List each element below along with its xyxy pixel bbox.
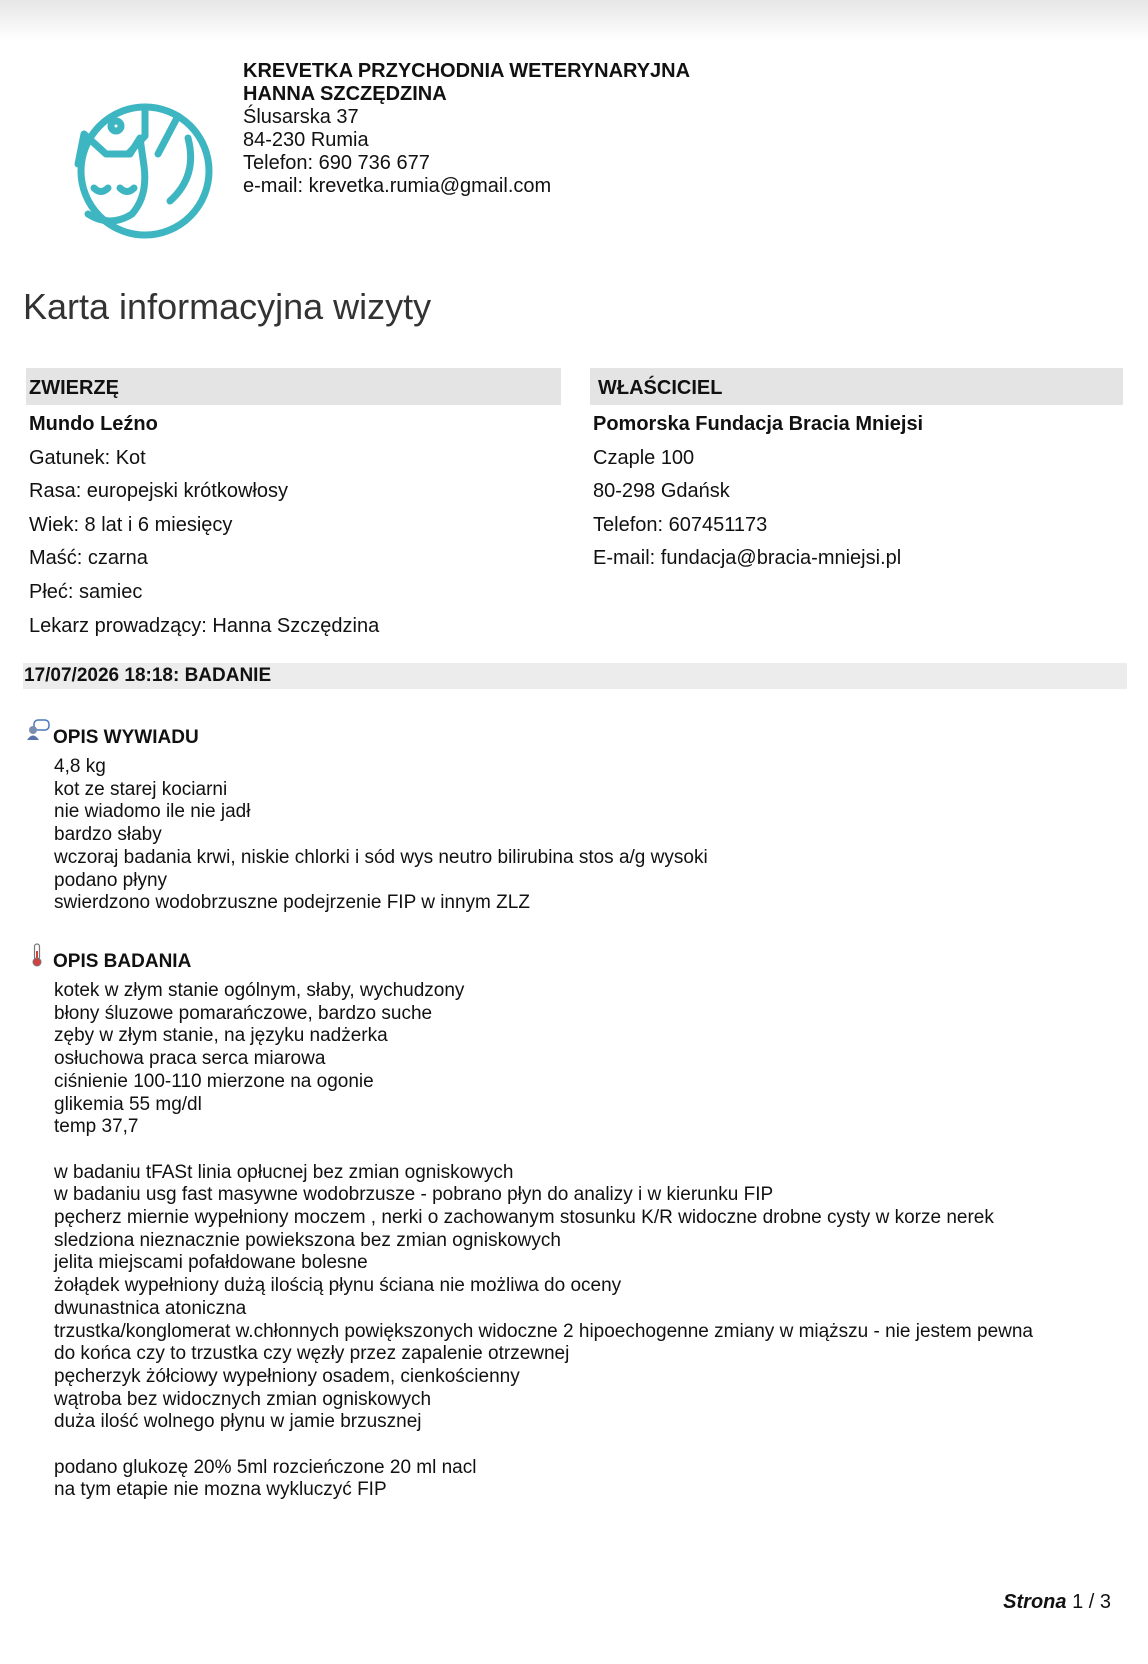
- exam-lines: [54, 980, 1033, 1502]
- exam-line: osłuchowa praca serca miarowa: [54, 1048, 326, 1070]
- owner-city: 80-298 Gdańsk: [593, 480, 730, 503]
- animal-color: Maść: czarna: [29, 547, 148, 570]
- clinic-info: [243, 60, 690, 198]
- interview-icon: [25, 719, 51, 741]
- visit-header: 17/07/2026 18:18: BADANIE: [23, 663, 1127, 689]
- thermometer-icon: [31, 943, 43, 967]
- page-footer: [1003, 1591, 1111, 1614]
- clinic-owner-name: HANNA SZCZĘDZINA: [243, 83, 447, 105]
- animal-panel: [26, 368, 561, 643]
- owner-heading: WŁAŚCICIEL: [590, 368, 1123, 405]
- clinic-phone: Telefon: 690 736 677: [243, 152, 430, 174]
- animal-name: Mundo Leźno: [29, 413, 158, 435]
- exam-line: kotek w złym stanie ogólnym, słaby, wychudzony: [54, 980, 465, 1001]
- interview-lines: [54, 756, 708, 915]
- exam-line: błony śluzowe pomarańczowe, bardzo suche: [54, 1002, 433, 1024]
- exam-line: na tym etapie nie mozna wykluczyć FIP: [54, 1479, 387, 1501]
- exam-line: żołądek wypełniony dużą ilością płynu ściana nie możliwa do oceny: [54, 1275, 622, 1297]
- exam-line: jelita miejscami pofałdowane bolesne: [54, 1252, 368, 1274]
- owner-phone: Telefon: 607451173: [593, 513, 768, 536]
- owner-name: Pomorska Fundacja Bracia Mniejsi: [593, 413, 924, 435]
- page-top-shade: [0, 0, 1148, 40]
- interview-line: swierdzono wodobrzuszne podejrzenie FIP w innym ZLZ: [54, 892, 530, 914]
- interview-line: nie wiadomo ile nie jadł: [54, 801, 251, 823]
- animal-breed: Rasa: europejski krótkowłosy: [29, 480, 288, 503]
- interview-line: wczoraj badania krwi, niskie chlorki i sód wys neutro bilirubina stos a/g wysoki: [54, 846, 708, 868]
- animal-sex: Płeć: samiec: [29, 580, 143, 603]
- exam-line: pęcherz miernie wypełniony moczem , nerki o zachowanym stosunku K/R widoczne drobne cysty w korze nerek: [54, 1207, 994, 1229]
- exam-line: [54, 1434, 1033, 1457]
- clinic-name: KREVETKA PRZYCHODNIA WETERYNARYJNA: [243, 60, 691, 82]
- exam-line: w badaniu usg fast masywne wodobrzusze - pobrano płyn do analizy i w kierunku FIP: [54, 1184, 774, 1206]
- interview-title: OPIS WYWIADU: [53, 727, 199, 748]
- interview-line: 4,8 kg: [54, 756, 106, 777]
- animal-heading: ZWIERZĘ: [26, 368, 561, 405]
- animal-age: Wiek: 8 lat i 6 miesięcy: [29, 513, 233, 536]
- clinic-logo-cat-icon: [70, 96, 220, 246]
- clinic-email: e-mail: krevetka.rumia@gmail.com: [243, 175, 552, 197]
- exam-line: trzustka/konglomerat w.chłonnych powiększonych widoczne 2 hipoechogenne zmiany w miąższu - nie jestem pewna: [54, 1320, 1034, 1342]
- exam-line: podano glukozę 20% 5ml rozcieńczone 20 ml nacl: [54, 1456, 477, 1478]
- interview-line: bardzo słaby: [54, 824, 162, 846]
- footer-page-label: Strona: [1003, 1591, 1067, 1613]
- exam-line: ciśnienie 100-110 mierzone na ogonie: [54, 1070, 374, 1092]
- exam-line: w badaniu tFASt linia opłucnej bez zmian ogniskowych: [54, 1161, 514, 1183]
- animal-doctor: Lekarz prowadzący: Hanna Szczędzina: [29, 614, 380, 637]
- exam-line: pęcherzyk żółciowy wypełniony osadem, cienkościenny: [54, 1365, 520, 1387]
- interview-line: podano płyny: [54, 869, 168, 891]
- animal-species: Gatunek: Kot: [29, 446, 146, 469]
- exam-title: OPIS BADANIA: [53, 951, 192, 972]
- exam-line: sledziona nieznacznie powiekszona bez zmian ogniskowych: [54, 1229, 561, 1251]
- page-title: Karta informacyjna wizyty: [23, 286, 432, 327]
- exam-line: dwunastnica atoniczna: [54, 1297, 247, 1319]
- exam-line: duża ilość wolnego płynu w jamie brzusznej: [54, 1411, 422, 1433]
- interview-line: kot ze starej kociarni: [54, 778, 228, 800]
- clinic-street: Ślusarska 37: [243, 106, 359, 128]
- footer-page-number: 1: [1072, 1591, 1084, 1613]
- exam-line: glikemia 55 mg/dl: [54, 1093, 202, 1115]
- exam-line: wątroba bez widocznych zmian ogniskowych: [54, 1388, 432, 1410]
- owner-street: Czaple 100: [593, 446, 695, 469]
- owner-email: E-mail: fundacja@bracia-mniejsi.pl: [593, 547, 902, 570]
- exam-line: do końca czy to trzustka czy węzły przez zapalenie otrzewnej: [54, 1343, 570, 1365]
- owner-panel: [590, 368, 1123, 576]
- exam-line: temp 37,7: [54, 1116, 139, 1138]
- clinic-city: 84-230 Rumia: [243, 129, 369, 151]
- footer-page-total: / 3: [1088, 1591, 1111, 1613]
- exam-line: [54, 1139, 1033, 1162]
- exam-line: zęby w złym stanie, na języku nadżerka: [54, 1025, 388, 1047]
